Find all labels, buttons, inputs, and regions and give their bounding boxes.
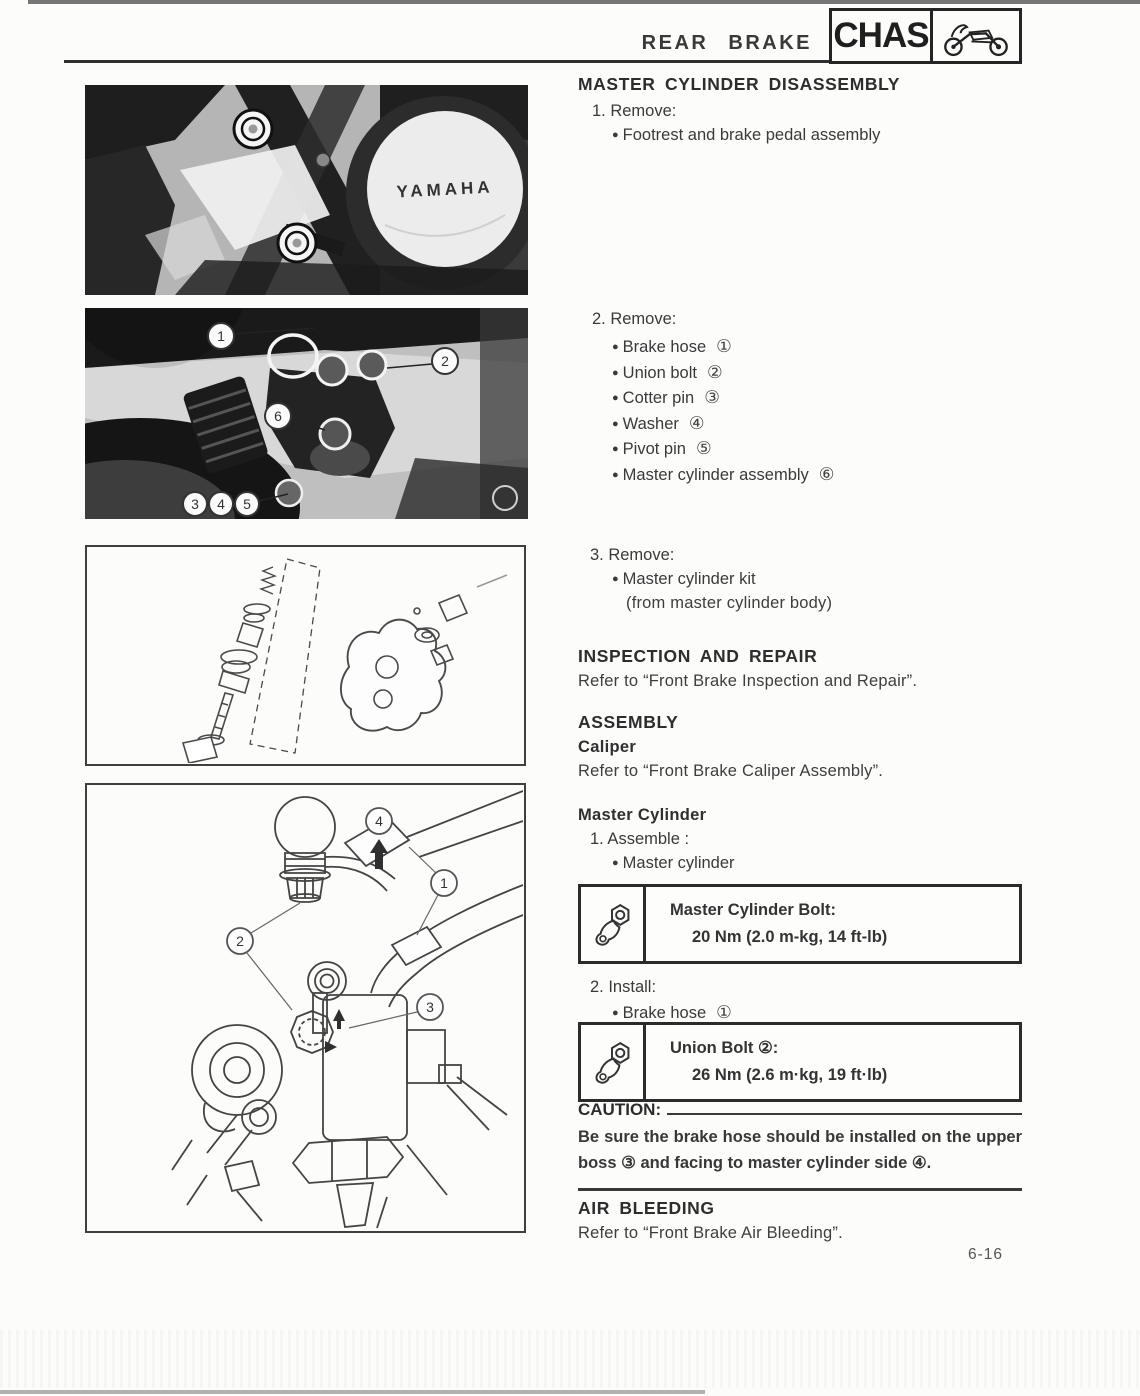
header-rule — [64, 60, 830, 63]
list-item — [612, 411, 835, 437]
list-item — [612, 334, 835, 360]
figure-master-cylinder-install — [85, 783, 526, 1233]
svg-text:3: 3 — [426, 999, 434, 1015]
motorcycle-icon-svg — [939, 14, 1013, 58]
svg-text:4: 4 — [375, 813, 383, 829]
item-text: Master cylinder assembly — [622, 465, 809, 484]
scan-artifact-bottom — [0, 1390, 705, 1394]
item-ref: ⑤ — [695, 438, 712, 458]
step1-label: 1. Remove: — [592, 102, 677, 120]
caution-body: Be sure the brake hose should be installed on the upper boss ③ and facing to master cylinder side ④. — [578, 1128, 1022, 1172]
callout-4 — [366, 808, 392, 834]
caution-rule — [667, 1100, 1022, 1115]
section-heading-disassembly: MASTER CYLINDER DISASSEMBLY — [578, 74, 901, 94]
callout-2 — [432, 348, 458, 374]
callout-6 — [265, 403, 291, 429]
item-text: Union bolt — [622, 363, 697, 382]
spec-text — [646, 1025, 887, 1099]
step3-item-text: Master cylinder kit — [622, 570, 756, 588]
item-text: Pivot pin — [622, 440, 686, 458]
list-item — [612, 360, 835, 386]
step3-item — [612, 570, 756, 589]
photo-footrest-brake-pedal — [85, 85, 528, 295]
step2-list — [612, 334, 835, 487]
yamaha-logo-text: YAMAHA — [396, 177, 494, 202]
install-item-text: Brake hose — [622, 1004, 707, 1022]
svg-text:2: 2 — [236, 933, 244, 949]
scan-artifact-noise — [0, 1330, 1140, 1388]
spec-box-union-bolt — [578, 1022, 1022, 1102]
photo-master-cylinder-callouts — [85, 308, 528, 519]
caliper-heading: Caliper — [578, 738, 637, 756]
inspection-body: Refer to “Front Brake Inspection and Repair”. — [578, 672, 918, 690]
callout-1 — [431, 870, 457, 896]
list-item — [612, 462, 835, 488]
step3-note: (from master cylinder body) — [626, 594, 833, 612]
svg-text:1: 1 — [217, 328, 225, 344]
assemble-item-text: Master cylinder — [622, 854, 735, 872]
fig4-callouts — [227, 808, 457, 1020]
svg-text:6: 6 — [274, 408, 282, 424]
list-item — [612, 385, 835, 411]
assemble-label: 1. Assemble : — [590, 830, 690, 848]
svg-text:3: 3 — [191, 496, 199, 512]
spec-title: Master Cylinder Bolt: — [670, 901, 836, 919]
chapter-tab-group — [829, 8, 1022, 64]
air-bleeding-body: Refer to “Front Brake Air Bleeding”. — [578, 1224, 843, 1242]
torque-wrench-icon — [581, 887, 646, 961]
scan-artifact-top — [28, 0, 1140, 4]
callout-5 — [235, 492, 259, 516]
install-label: 2. Install: — [590, 978, 657, 996]
spec-text — [646, 887, 887, 961]
install-diagram-svg — [87, 785, 523, 1230]
chapter-tab-label: CHAS — [833, 16, 929, 55]
highlight-ring-upper-bolt — [234, 110, 272, 148]
page-title: REAR BRAKE — [641, 32, 812, 54]
spec-value: 20 Nm (2.0 m-kg, 14 ft-lb) — [692, 928, 888, 946]
list-item — [612, 436, 835, 462]
section-heading-air-bleeding: AIR BLEEDING — [578, 1198, 715, 1218]
section-heading-inspection: INSPECTION AND REPAIR — [578, 646, 818, 666]
item-ref: ④ — [688, 412, 705, 433]
highlight-ring-lower-bolt — [278, 224, 316, 262]
exploded-diagram-svg — [87, 547, 523, 763]
item-text: Brake hose — [622, 338, 707, 356]
callout-4 — [209, 492, 233, 516]
item-ref: ② — [706, 361, 723, 382]
install-item-ref: ① — [716, 1002, 732, 1022]
item-text: Washer — [622, 414, 679, 433]
callout-1 — [208, 323, 234, 349]
motorcycle-icon — [930, 11, 1019, 61]
section-heading-assembly: ASSEMBLY — [578, 712, 679, 732]
item-ref: ③ — [704, 387, 720, 407]
install-item — [612, 1002, 732, 1023]
svg-text:1: 1 — [440, 875, 448, 891]
callout-2 — [227, 928, 253, 954]
svg-text:5: 5 — [243, 496, 251, 512]
section-divider-rule — [578, 1188, 1022, 1191]
item-ref: ① — [716, 336, 732, 356]
caution-label: CAUTION: — [578, 1100, 662, 1119]
torque-wrench-icon-svg — [589, 1039, 635, 1085]
callout-3 — [183, 492, 207, 516]
page-number: 6-16 — [968, 1246, 1004, 1263]
item-ref: ⑥ — [818, 463, 835, 484]
master-cylinder-heading: Master Cylinder — [578, 806, 707, 824]
item-text: Cotter pin — [622, 389, 695, 407]
svg-text:2: 2 — [441, 353, 449, 369]
spec-box-master-cylinder-bolt — [578, 884, 1022, 964]
step3-label: 3. Remove: — [590, 546, 675, 564]
spec-value: 26 Nm (2.6 m·kg, 19 ft·lb) — [692, 1066, 888, 1084]
figure-master-cylinder-kit — [85, 545, 526, 766]
spec-title: Union Bolt ②: — [670, 1039, 779, 1057]
callout-3 — [417, 994, 443, 1020]
step1-item-text: Footrest and brake pedal assembly — [622, 126, 881, 144]
step2-label: 2. Remove: — [592, 310, 677, 328]
torque-wrench-icon-svg — [589, 901, 635, 947]
caution-header — [578, 1100, 1022, 1120]
caliper-body: Refer to “Front Brake Caliper Assembly”. — [578, 762, 884, 780]
torque-wrench-icon — [581, 1025, 646, 1099]
svg-text:4: 4 — [217, 496, 225, 512]
assemble-item — [612, 854, 735, 873]
step1-item — [612, 126, 880, 145]
